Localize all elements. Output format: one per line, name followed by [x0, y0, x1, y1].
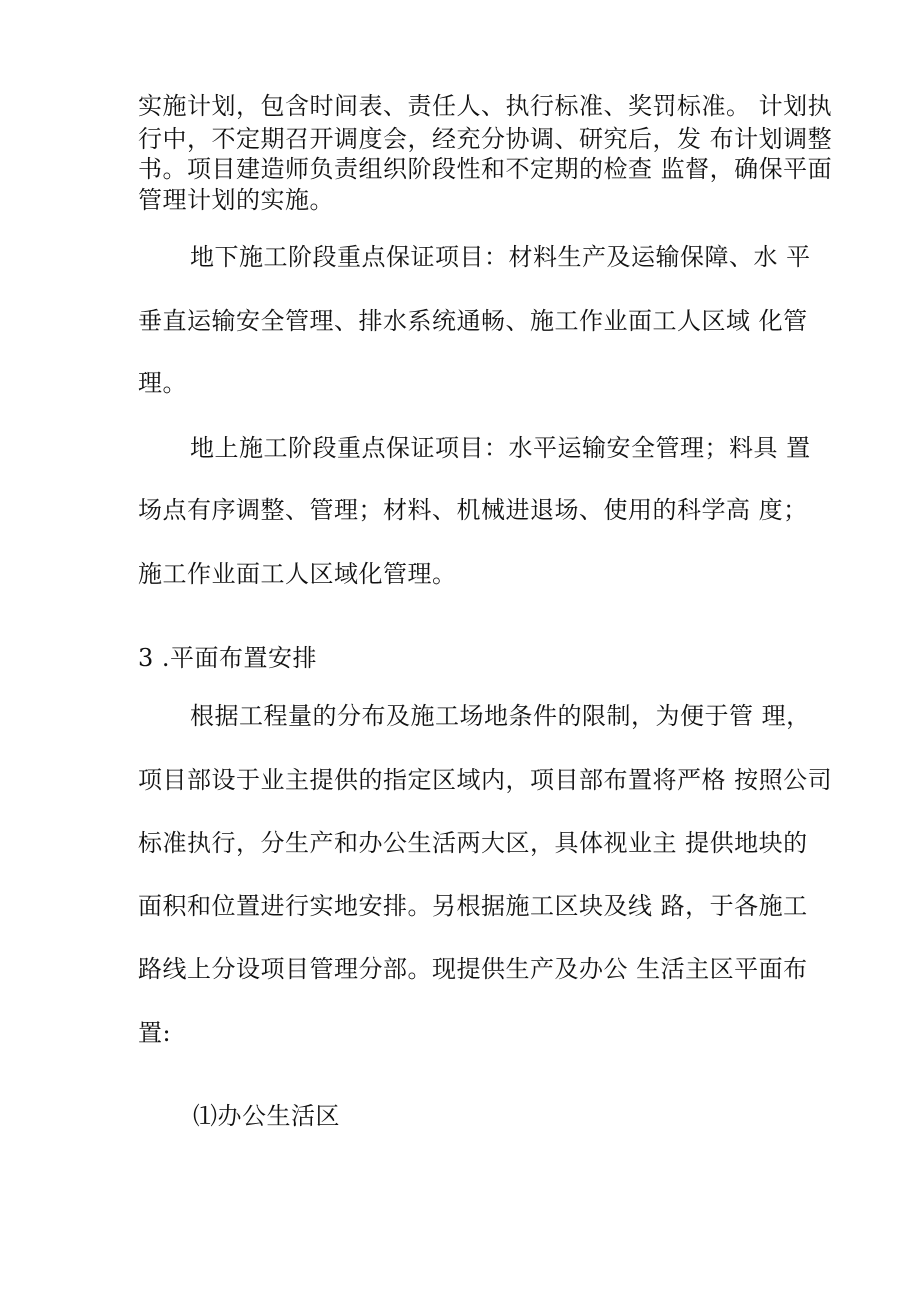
text-line: 场点有序调整、管理；材料、机械进退场、使用的科学高 度；: [138, 496, 808, 524]
text-line: 地下施工阶段重点保证项目：材料生产及运输保障、水 平: [190, 243, 811, 271]
text-line: 地上施工阶段重点保证项目：水平运输安全管理；料具 置: [190, 434, 811, 462]
text-line: 标准执行，分生产和办公生活两大区，具体视业主 提供地块的: [138, 829, 808, 857]
text-line: 行中，不定期召开调度会，经充分协调、研究后，发 布计划调整: [138, 125, 833, 153]
text-line: 垂直运输安全管理、排水系统通畅、施工作业面工人区域 化管: [138, 307, 808, 335]
text-line: 面积和位置进行实地安排。另根据施工区块及线 路，于各施工: [138, 892, 808, 920]
text-line: 路线上分设项目管理分部。现提供生产及办公 生活主区平面布: [138, 955, 808, 983]
text-line: 实施计划，包含时间表、责任人、执行标准、奖罚标准。 计划执: [138, 92, 833, 120]
section-heading: 3 .平面布置安排: [138, 644, 318, 672]
text-line: 置:: [138, 1019, 172, 1047]
text-line: 项目部设于业主提供的指定区域内，项目部布置将严格 按照公司: [138, 766, 833, 794]
subheading-office-living-area: ⑴办公生活区: [193, 1102, 340, 1130]
text-line: 管理计划的实施。: [138, 186, 334, 214]
text-line: 施工作业面工人区域化管理。: [138, 560, 457, 588]
text-line: 理。: [138, 369, 187, 397]
text-line: 书。项目建造师负责组织阶段性和不定期的检查 监督，确保平面: [138, 155, 833, 183]
text-line: 根据工程量的分布及施工场地条件的限制，为便于管 理，: [190, 702, 811, 730]
